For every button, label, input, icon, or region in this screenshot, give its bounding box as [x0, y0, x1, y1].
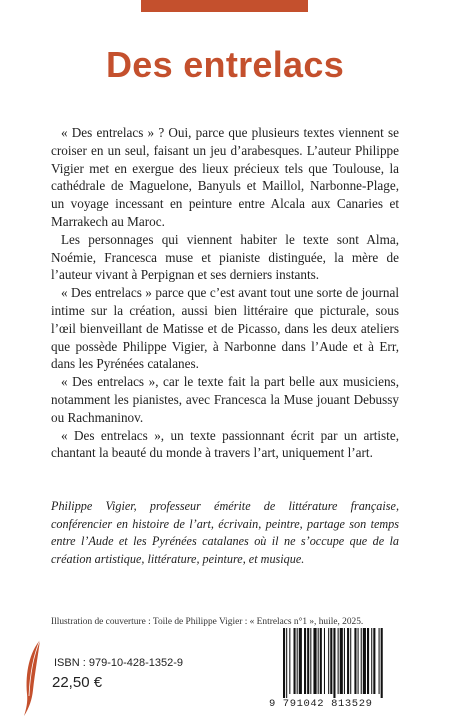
- barcode-bars: [269, 628, 407, 698]
- description-paragraph: « Des entrelacs », un texte passionnant écrit par un artiste, chantant la beauté du monde à travers l’art, uniquement l’art.: [51, 427, 399, 461]
- description-paragraph: Les personnages qui viennent habiter le texte sont Alma, Noémie, Francesca muse et pianiste distinguée, la mère de l’auteur vivant à Perpignan et ses derniers instants.: [51, 231, 399, 283]
- isbn: ISBN : 979-10-428-1352-9: [54, 657, 184, 669]
- barcode: [269, 628, 407, 712]
- book-title: Des entrelacs: [105, 44, 345, 85]
- quill-feather-icon: [22, 638, 44, 716]
- description-paragraph: « Des entrelacs », car le texte fait la part belle aux musiciens, notamment les pianistes, avec Francesca la Muse jouant Debussy ou Rachmaninov.: [51, 374, 399, 425]
- top-accent-bar: [141, 0, 308, 12]
- description-paragraph: « Des entrelacs » ? Oui, parce que plusieurs textes viennent se croiser en un seul, faisant un jeu d’arabesques. L’auteur Philippe Vigier met en exergue des lieux précieux tels que Toulouse, la cathédrale de Maguelone, Banyuls et Maillol, Narbonne-Plage, un voyage incessant en peinture entre Alcala aux Canaries et Marrakech au Maroc.: [51, 125, 399, 229]
- barcode-digits: 9 791042 813529: [269, 698, 373, 710]
- cover-illustration-credit: Illustration de couverture : Toile de Philippe Vigier : « Entrelacs n°1 », huile, 2025.: [51, 617, 364, 627]
- back-cover-description: [51, 124, 399, 462]
- description-paragraph: « Des entrelacs » parce que c’est avant tout une sorte de journal intime sur la création, aussi bien littéraire que picturale, sous l’œil bienveillant de Matisse et de Picasso, dans les deux ateliers que possède Philippe Vigier, à Narbonne dans l’Aude et à Err, dans les Pyrénées catalanes.: [51, 285, 399, 372]
- price: 22,50 €: [52, 674, 103, 691]
- author-bio: Philippe Vigier, professeur émérite de littérature française, conférencier en histoire de l’art, écrivain, peintre, partage son temps entre l’Aude et les Pyrénées catalanes où il ne s’occupe que de la création artistique, littérature, peinture, et musique.: [51, 499, 399, 566]
